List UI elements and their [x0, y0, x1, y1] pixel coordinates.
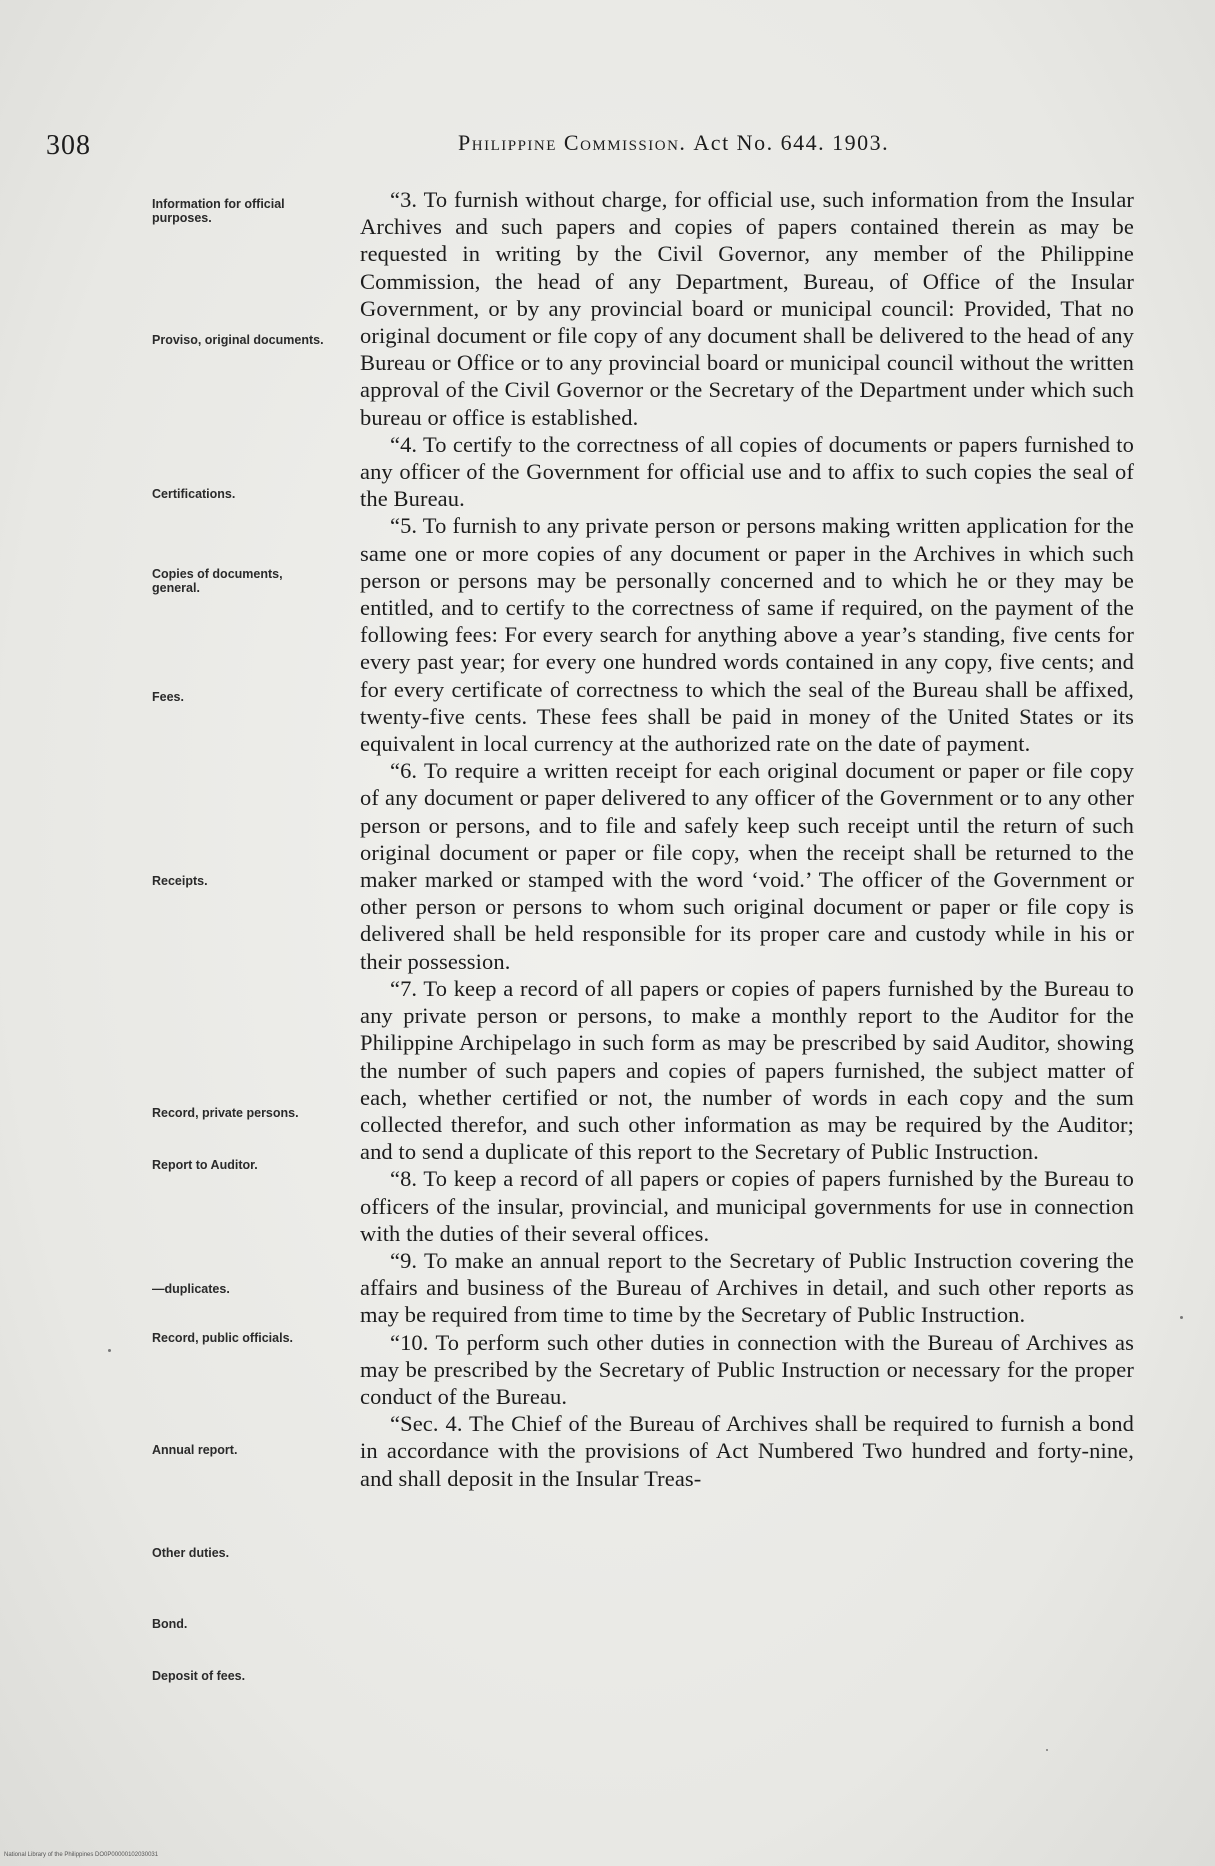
body-text: [360, 186, 1134, 1492]
paragraph-4: “4. To certify to the correctness of all copies of documents or papers furnished to any officer of the Government for official use and to affix to such copies the seal of the Bureau.: [360, 431, 1134, 512]
margin-note-proviso: Proviso, original documents.: [152, 333, 324, 347]
scan-speck: [1180, 1316, 1183, 1319]
margin-note-annual-report: Annual report.: [152, 1443, 238, 1457]
margin-note-copies: Copies of documents, general.: [152, 567, 283, 595]
paragraph-6: “6. To require a written receipt for each original document or paper or file copy of any document or paper delivered to any officer of the Government or to any other person or persons, and to file and safely keep such receipt until the return of such original document or paper or file copy, when the receipt shall be returned to the maker marked or stamped with the word ‘void.’ The officer of the Government or other person or persons to whom such original document or paper or file copy is delivered shall be held responsible for its proper care and custody while in his or their possession.: [360, 758, 1134, 974]
footer-stamp: National Library of the Philippines DO0P00000102030031: [4, 1852, 159, 1858]
margin-note-receipts: Receipts.: [152, 874, 208, 888]
scan-speck: [108, 1349, 111, 1352]
running-head-act: Act No. 644. 1903.: [693, 130, 890, 155]
paragraph-section-4: “Sec. 4. The Chief of the Bureau of Archives shall be required to furnish a bond in accordance with the provisions of Act Numbered Two hundred and forty-nine, and shall deposit in the Insular Treas-: [360, 1411, 1134, 1491]
running-head-title: Philippine Commission.: [458, 130, 687, 155]
paragraph-5: “5. To furnish to any private person or persons making written application for the same one or more copies of any document or paper in the Archives in which such person or persons may be personally concerned and to which he or they may be entitled, and to certify to the correctness of same if required, on the payment of the following fees: For every search for anything above a year’s standing, five cents for every past year; for every one hundred words contained in any copy, five cents; and for every certificate of correctness to which the seal of the Bureau shall be affixed, twenty-five cents. These fees shall be paid in money of the United States or its equivalent in local currency at the authorized rate on the date of payment.: [360, 513, 1134, 757]
paragraph-9: “9. To make an annual report to the Secretary of Public Instruction covering the affairs and business of the Bureau of Archives in detail, and such other reports as may be required from time to time by the Secretary of Public Instruction.: [360, 1247, 1134, 1328]
margin-note-certifications: Certifications.: [152, 487, 236, 501]
margin-note-information: Information for official purposes.: [152, 197, 285, 225]
margin-note-deposit-fees: Deposit of fees.: [152, 1669, 246, 1683]
page-number: 308: [46, 130, 91, 161]
running-head: [458, 130, 889, 156]
margin-note-other-duties: Other duties.: [152, 1546, 230, 1560]
margin-note-duplicates: —duplicates.: [152, 1282, 230, 1296]
paragraph-7: “7. To keep a record of all papers or copies of papers furnished by the Bureau to any private person or persons, to make a monthly report to the Auditor for the Philippine Archipelago in such form as may be prescribed by said Auditor, showing the number of such papers and copies of papers furnished, the subject matter of each, whether certified or not, the number of words in each copy and the sum collected therefor, and such other information as may be required by the Auditor; and to send a duplicate of this report to the Secretary of Public Instruction.: [360, 975, 1134, 1165]
paragraph-3: “3. To furnish without charge, for official use, such information from the Insular Archives and such papers and copies of papers contained therein as may be requested in writing by the Civil Governor, any member of the Philippine Commission, the head of any Department, Bureau, of Office of the Insular Government, or by any provincial board or municipal council: Provided, That no original document or file copy of any document shall be delivered to the head of any Bureau or Office or to any provincial board or municipal council without the written approval of the Civil Governor or the Secretary of the Department under which such bureau or office is established.: [360, 187, 1134, 430]
margin-note-report-auditor: Report to Auditor.: [152, 1158, 258, 1172]
margin-note-bond: Bond.: [152, 1617, 188, 1631]
paragraph-8: “8. To keep a record of all papers or copies of papers furnished by the Bureau to officers of the insular, provincial, and municipal governments for use in connection with the duties of their several offices.: [360, 1166, 1134, 1246]
scan-speck: [1046, 1749, 1048, 1751]
margin-note-fees: Fees.: [152, 690, 184, 704]
margin-note-record-private: Record, private persons.: [152, 1106, 299, 1120]
paragraph-10: “10. To perform such other duties in connection with the Bureau of Archives as may be prescribed by the Secretary of Public Instruction or necessary for the proper conduct of the Bureau.: [360, 1329, 1134, 1409]
margin-note-record-public: Record, public officials.: [152, 1331, 293, 1345]
